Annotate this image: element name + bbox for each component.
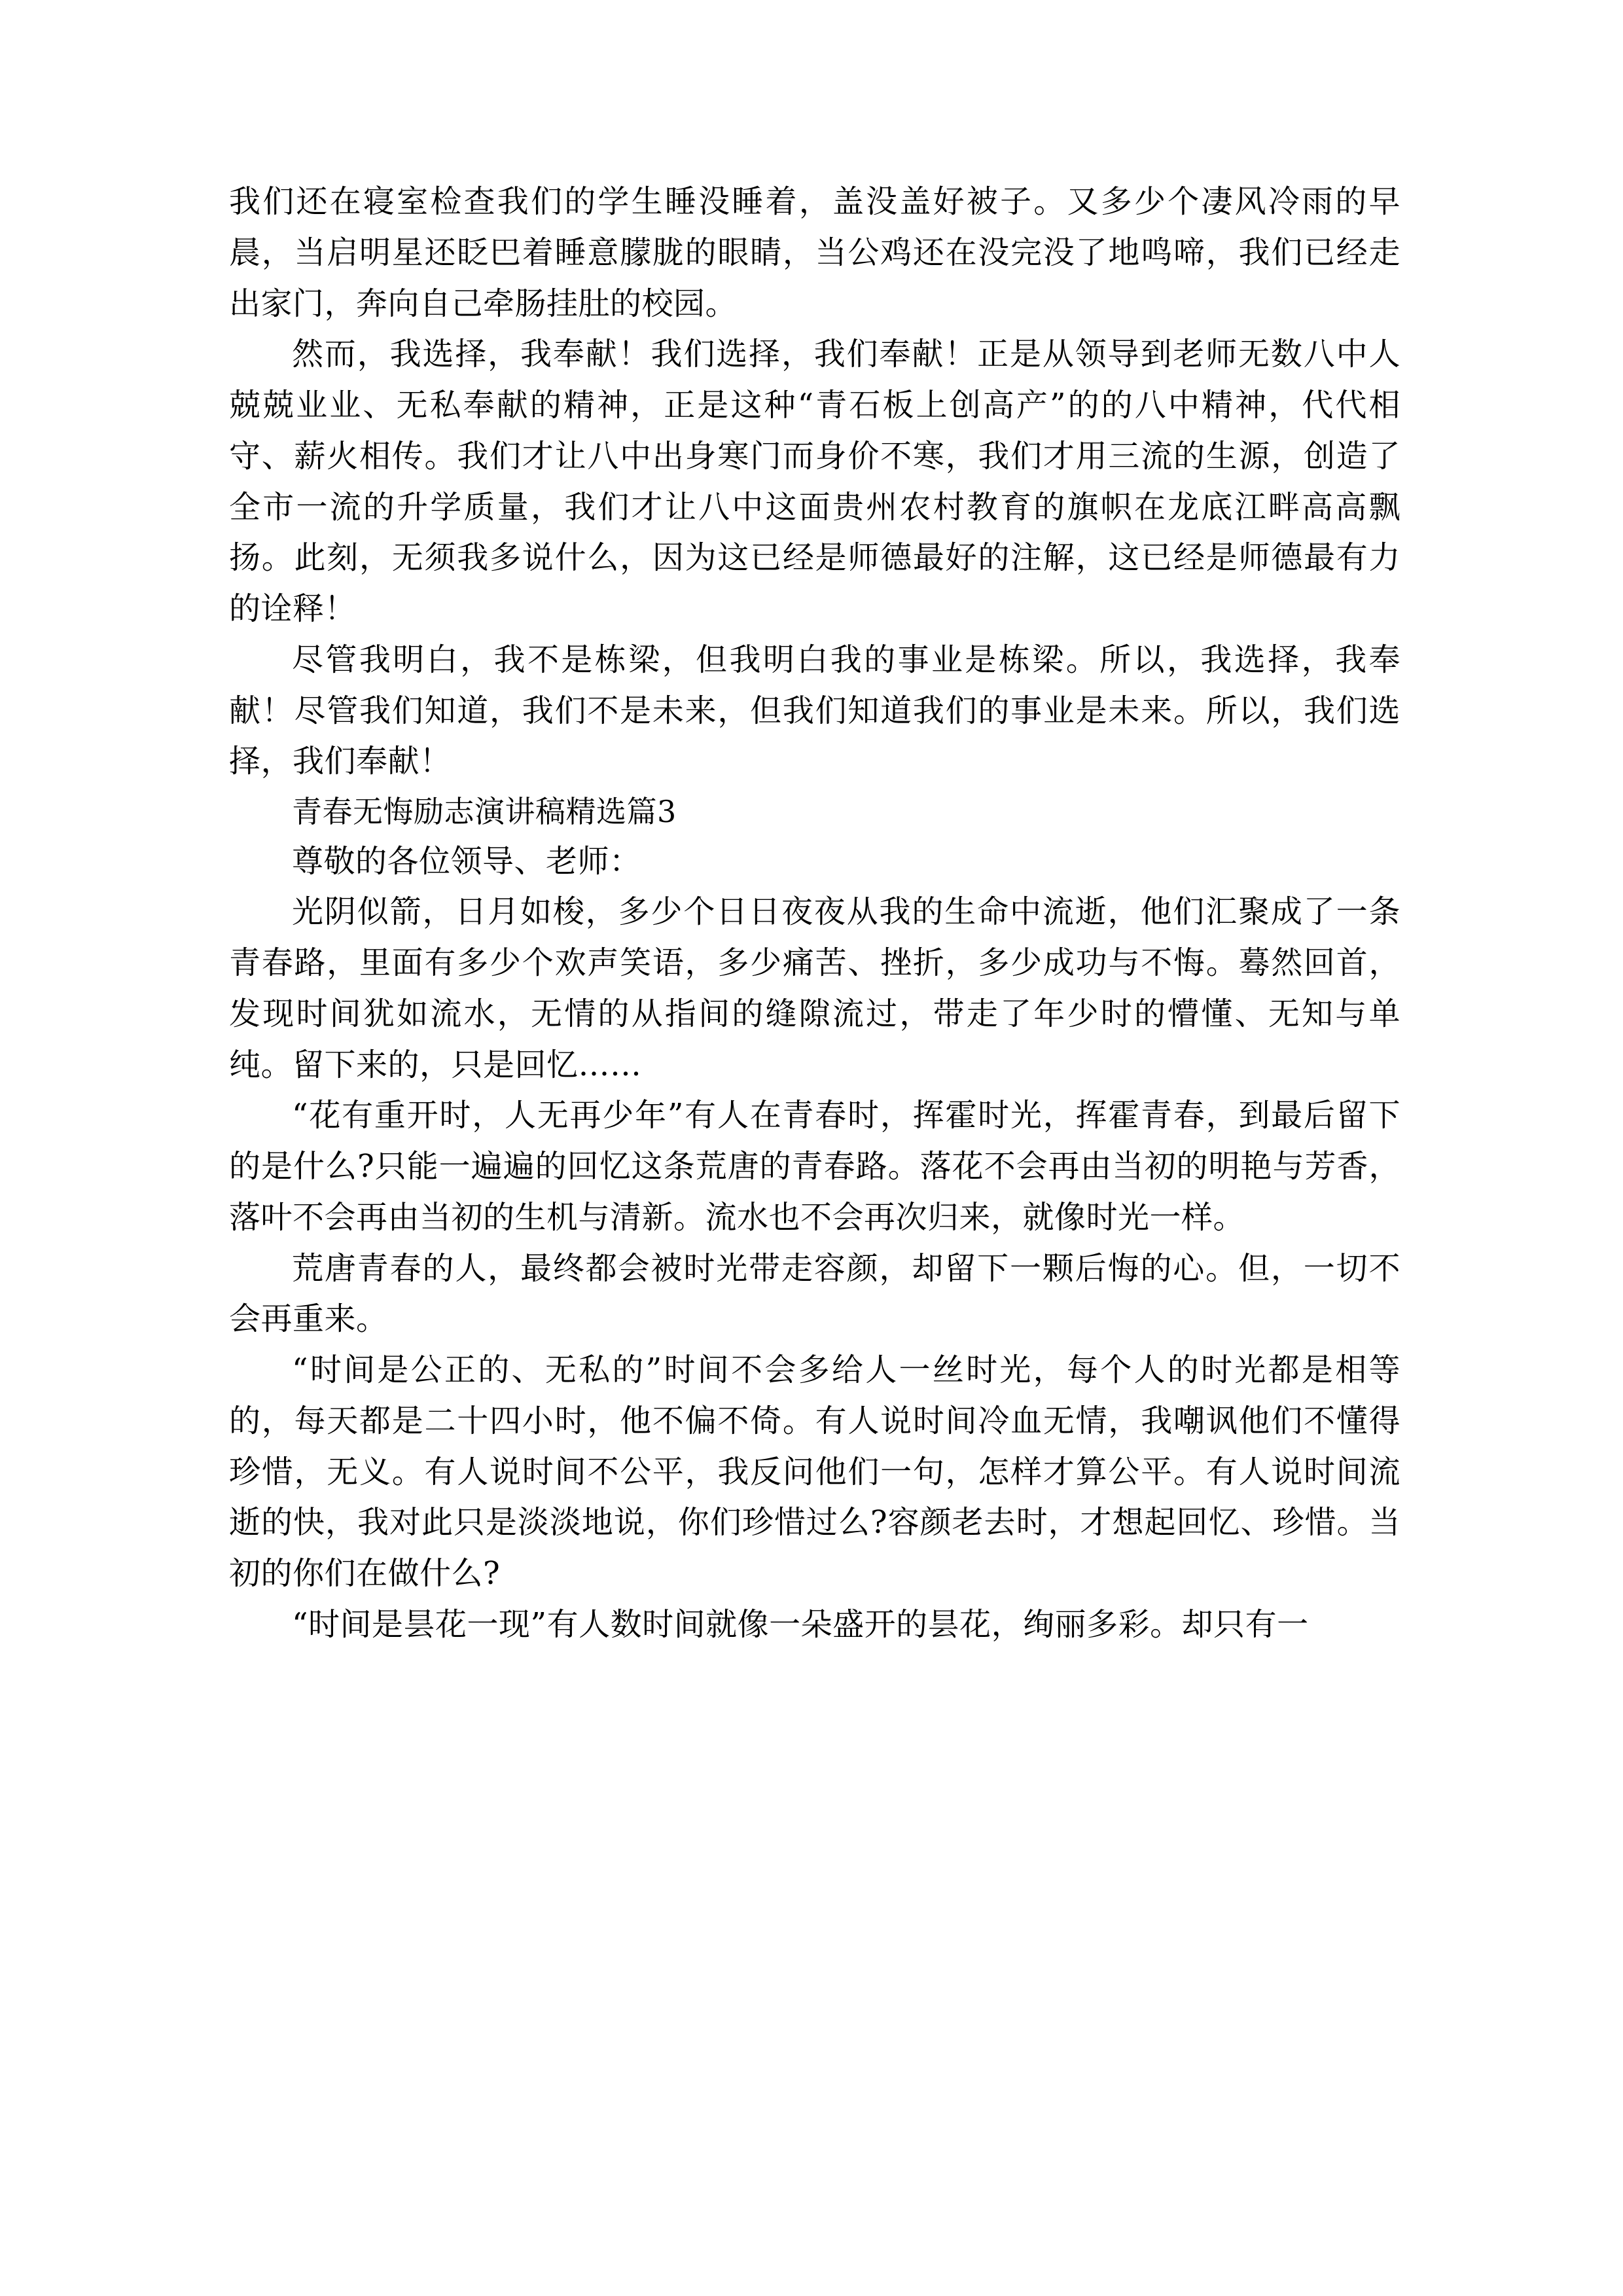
section-heading-speech-3: 青春无悔励志演讲稿精选篇3 [292, 794, 677, 829]
paragraph-dorm-check: 我们还在寝室检查我们的学生睡没睡着，盖没盖好被子。又多少个凄风冷雨的早晨，当启明星还眨巴着睡意朦胧的眼睛，当公鸡还在没完没了地鸣啼，我们已经走出家门，奔向自己牵肠挂肚的校园。 [229, 183, 1400, 322]
paragraph-epiphyllum: “时间是昙花一现”有人数时间就像一朵盛开的昙花，绚丽多彩。却只有一 [292, 1605, 1309, 1643]
paragraph-time-fair: “时间是公正的、无私的”时间不会多给人一丝时光，每个人的时光都是相等的，每天都是二十四小时，他不偏不倚。有人说时间冷血无情，我嘲讽他们不懂得珍惜，无义。有人说时间不公平，我反问他们一句，怎样才算公平。有人说时间流逝的快，我对此只是淡淡地说，你们珍惜过么?容颜老去时，才想起回忆、珍惜。当初的你们在做什么? [229, 1352, 1400, 1592]
paragraph-dedication: 然而，我选择，我奉献！我们选择，我们奉献！正是从领导到老师无数八中人兢兢业业、无私奉献的精神，正是这种“青石板上创高产”的的八中精神，代代相守、薪火相传。我们才让八中出身寒门而身价不寒，我们才用三流的生源，创造了全市一流的升学质量，我们才让八中这面贵州农村教育的旗帜在龙底江畔高高飘扬。此刻，无须我多说什么，因为这已经是师德最好的注解，这已经是师德最有力的诠释！ [229, 336, 1400, 627]
paragraph-time-arrow: 光阴似箭，日月如梭，多少个日日夜夜从我的生命中流逝，他们汇聚成了一条青春路，里面有多少个欢声笑语，多少痛苦、挫折，多少成功与不悔。蓦然回首，发现时间犹如流水，无情的从指间的缝隙流过，带走了年少时的懵懂、无知与单纯。留下来的，只是回忆…… [229, 893, 1400, 1083]
paragraph-flower-bloom: “花有重开时，人无再少年”有人在青春时，挥霍时光，挥霍青春，到最后留下的是什么?只能一遍遍的回忆这条荒唐的青春路。落花不会再由当初的明艳与芳香，落叶不会再由当初的生机与清新。流水也不会再次归来，就像时光一样。 [229, 1097, 1400, 1236]
paragraph-salutation: 尊敬的各位领导、老师： [292, 842, 641, 880]
paragraph-pillar: 尽管我明白，我不是栋梁，但我明白我的事业是栋梁。所以，我选择，我奉献！尽管我们知道，我们不是未来，但我们知道我们的事业是未来。所以，我们选择，我们奉献！ [229, 641, 1400, 780]
page-body [229, 177, 1400, 1651]
paragraph-regret-heart: 荒唐青春的人，最终都会被时光带走容颜，却留下一颗后悔的心。但，一切不会再重来。 [229, 1249, 1400, 1338]
